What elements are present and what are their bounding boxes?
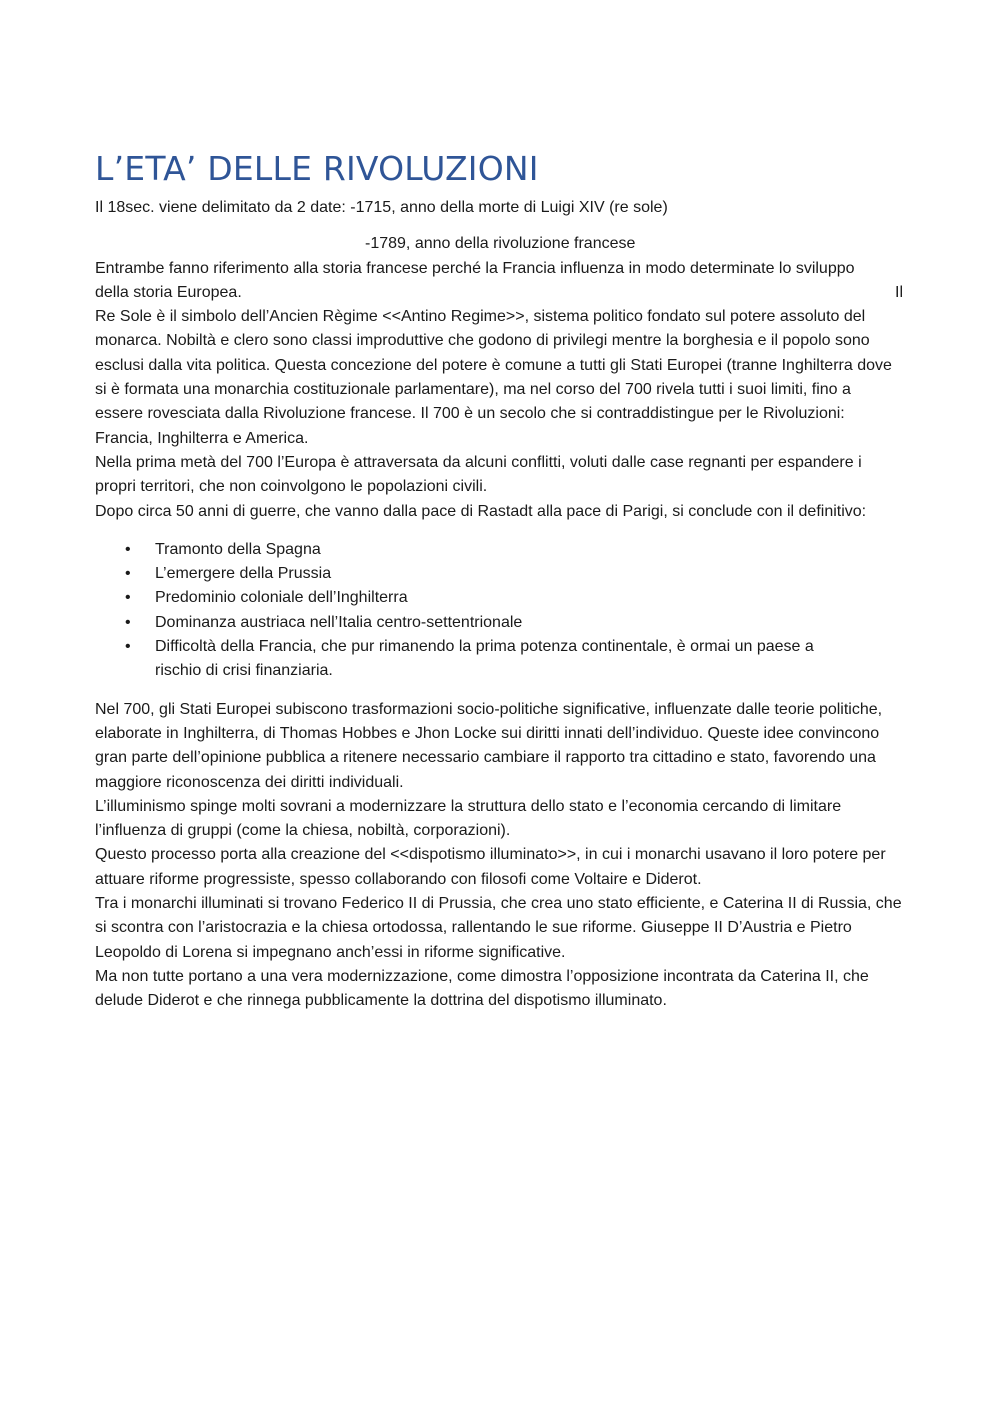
paragraph-ancien-regime: Re Sole è il simbolo dell’Ancien Règime <<Antino Regime>>, sistema politico fondato sul potere assoluto del monarca. Nobiltà e clero sono classi improduttive che godono di privilegi mentre la borghesia e il popolo sono esclusi dalla vita politica. Questa concezione del potere è comune a tutti gli Stati Europei (tranne Inghilterra dove si è formata una monarchia costituzionale parlamentare), ma nel corso del 700 rivela tutti i suoi limiti, fino a essere rovesciata dalla Rivoluzione francese. Il 700 è un secolo che si contraddistingue per le Rivoluzioni: Francia, Inghilterra e America. — [95, 308, 892, 447]
list-item-text: Dominanza austriaca nell’Italia centro-settentrionale — [155, 613, 523, 631]
list-item — [95, 611, 903, 635]
intro-line: Il 18sec. viene delimitato da 2 date: -1715, anno della morte di Luigi XIV (re sole) — [95, 199, 668, 216]
paragraph-monarchs: Tra i monarchi illuminati si trovano Federico II di Prussia, che crea uno stato efficiente, e Caterina II di Russia, che si scontra con l’aristocrazia e la chiesa ortodossa, rallentando le sue riforme. Giuseppe II D’Austria e Pietro Leopoldo di Lorena si impegnano anch’essi in riforme significative. — [95, 895, 902, 961]
paragraph-1-line-2-right: Il — [895, 283, 903, 301]
list-item — [95, 562, 903, 586]
bullet-icon: • — [125, 638, 131, 656]
paragraph-dispotismo: Questo processo porta alla creazione del <<dispotismo illuminato>>, in cui i monarchi usavano il loro potere per attuare riforme progressiste, spesso collaborando con filosofi come Voltaire e Diderot. — [95, 846, 886, 888]
paragraph-1-line-2-left: della storia Europea. — [95, 283, 242, 301]
list-item-text: Difficoltà della Francia, che pur rimanendo la prima potenza continentale, è ormai un paese a rischio di crisi finanziaria. — [155, 638, 814, 680]
paragraph-1-line-1: Entrambe fanno riferimento alla storia francese perché la Francia influenza in modo determinate lo sviluppo — [95, 259, 855, 277]
bullet-icon: • — [125, 613, 131, 631]
bullet-icon: • — [125, 589, 131, 607]
bullet-icon: • — [125, 540, 131, 558]
paragraph-wars: Dopo circa 50 anni di guerre, che vanno dalla pace di Rastadt alla pace di Parigi, si conclude con il definitivo: — [95, 502, 867, 520]
bullet-icon: • — [125, 565, 131, 583]
list-item — [95, 635, 903, 684]
second-date-line: -1789, anno della rivoluzione francese — [365, 235, 636, 253]
list-item-text: Tramonto della Spagna — [155, 540, 321, 558]
paragraph-conclusion: Ma non tutte portano a una vera modernizzazione, come dimostra l’opposizione incontrata da Caterina II, che delude Diderot e che rinnega pubblicamente la dottrina del dispotismo illuminato. — [95, 967, 869, 1010]
paragraph-1-line-2 — [95, 281, 903, 305]
list-item-text: L’emergere della Prussia — [155, 565, 332, 583]
document-page — [95, 146, 903, 1014]
paragraph-transformations: Nel 700, gli Stati Europei subiscono trasformazioni socio-politiche significative, influenzate dalle teorie politiche, elaborate in Inghilterra, di Thomas Hobbes e Jhon Locke sui diritti innati dell’individuo. Queste idee convincono gran parte dell’opinione pubblica a ritenere necessario cambiare il rapporto tra cittadino e stato, favorendo una maggiore riconoscenza dei diritti individuali. — [95, 700, 883, 791]
outcomes-list — [95, 538, 903, 684]
list-item-text: Predominio coloniale dell’Inghilterra — [155, 589, 408, 607]
paragraph-illuminismo: L’illuminismo spinge molti sovrani a modernizzare la struttura dello stato e l’economia cercando di limitare l’influenza di gruppi (come la chiesa, nobiltà, corporazioni). — [95, 797, 842, 840]
list-item — [95, 538, 903, 562]
document-title: L’ETA’ DELLE RIVOLUZIONI — [95, 149, 539, 188]
list-item — [95, 586, 903, 610]
paragraph-conflicts: Nella prima metà del 700 l’Europa è attraversata da alcuni conflitti, voluti dalle case regnanti per espandere i propri territori, che non coinvolgono le popolazioni civili. — [95, 453, 862, 496]
